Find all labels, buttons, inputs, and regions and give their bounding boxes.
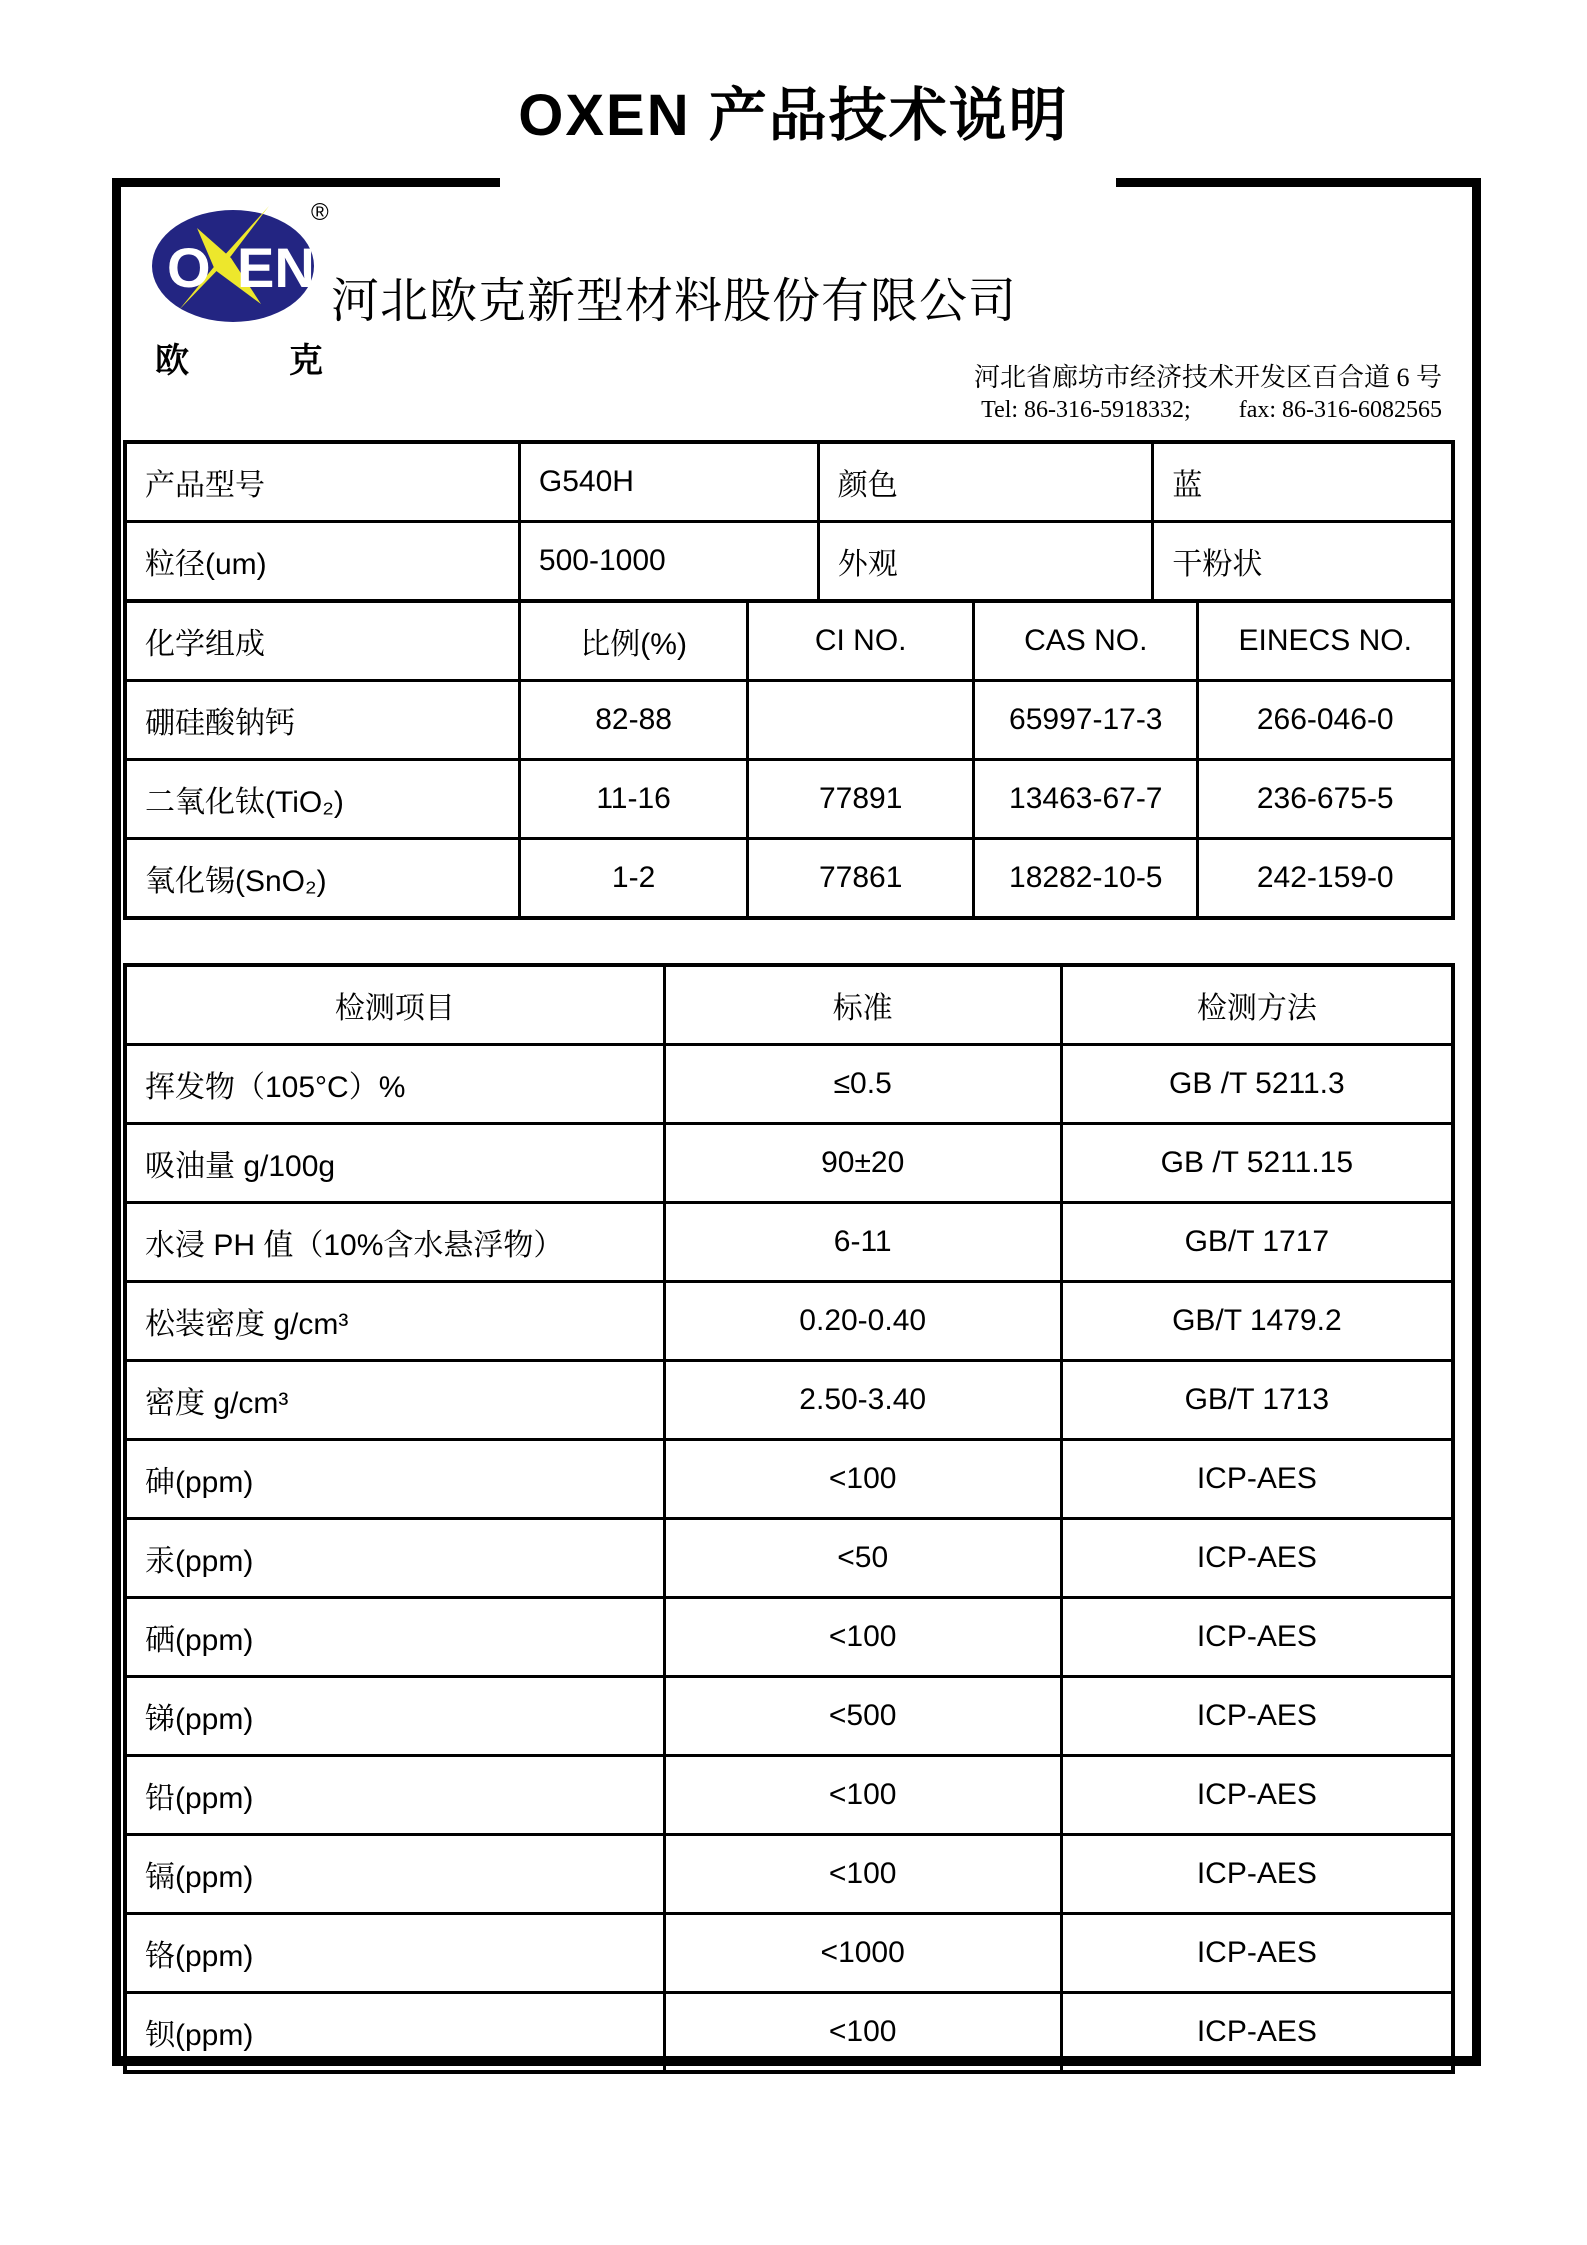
logo-chinese-name (155, 333, 323, 382)
column-header: 检测项目 (125, 965, 664, 1045)
company-fax: fax: 86-316-6082565 (1238, 396, 1442, 423)
frame-top-line-right (1116, 178, 1472, 187)
column-header: 比例(%) (519, 601, 747, 681)
company-address-block (974, 362, 1442, 425)
table-row (125, 1993, 1453, 2073)
test-method-value: GB/T 1713 (1061, 1361, 1453, 1440)
test-method-value: GB/T 1479.2 (1061, 1282, 1453, 1361)
test-item-name: 砷(ppm) (125, 1440, 664, 1519)
table-header-row (125, 601, 1453, 681)
test-item-name: 水浸 PH 值（10%含水悬浮物） (125, 1203, 664, 1282)
ci-no-value: 77891 (748, 760, 974, 839)
field-value: G540H (519, 442, 818, 522)
test-table-wrap (123, 963, 1455, 2074)
table-row (125, 1835, 1453, 1914)
table-row (125, 1677, 1453, 1756)
page-title: OXEN 产品技术说明 (518, 83, 1069, 148)
svg-text:EN: EN (237, 236, 315, 299)
field-label: 颜色 (818, 442, 1153, 522)
frame-top-line-left (121, 178, 500, 187)
test-standard-value: ≤0.5 (664, 1045, 1061, 1124)
table-row (125, 1440, 1453, 1519)
test-standard-value: 0.20-0.40 (664, 1282, 1061, 1361)
field-value: 蓝 (1153, 442, 1453, 522)
test-item-name: 镉(ppm) (125, 1835, 664, 1914)
test-standard-value: <1000 (664, 1914, 1061, 1993)
column-header: 化学组成 (125, 601, 519, 681)
ci-no-value (748, 681, 974, 760)
table-row (125, 681, 1453, 760)
test-standard-value: 2.50-3.40 (664, 1361, 1061, 1440)
column-header: CAS NO. (974, 601, 1198, 681)
test-method-value: GB /T 5211.15 (1061, 1124, 1453, 1203)
test-item-name: 钡(ppm) (125, 1993, 664, 2073)
test-standard-value: <100 (664, 1835, 1061, 1914)
company-name: 河北欧克新型材料股份有限公司 (331, 275, 1018, 328)
oxen-logo-icon (149, 198, 334, 324)
composition-table (123, 599, 1455, 920)
test-item-name: 松装密度 g/cm³ (125, 1282, 664, 1361)
test-item-name: 铅(ppm) (125, 1756, 664, 1835)
field-label: 粒径(um) (125, 522, 519, 602)
field-label: 外观 (818, 522, 1153, 602)
test-item-name: 汞(ppm) (125, 1519, 664, 1598)
test-method-value: GB/T 1717 (1061, 1203, 1453, 1282)
test-standard-value: <100 (664, 1598, 1061, 1677)
svg-text:®: ® (311, 199, 329, 226)
test-standard-value: <500 (664, 1677, 1061, 1756)
table-row (125, 522, 1453, 602)
column-header: EINECS NO. (1198, 601, 1453, 681)
column-header: CI NO. (748, 601, 974, 681)
test-method-value: ICP-AES (1061, 1677, 1453, 1756)
test-item-name: 挥发物（105°C）% (125, 1045, 664, 1124)
component-name: 氧化锡(SnO₂) (125, 839, 519, 919)
field-value: 500-1000 (519, 522, 818, 602)
ratio-value: 82-88 (519, 681, 747, 760)
table-header-row (125, 965, 1453, 1045)
test-item-name: 硒(ppm) (125, 1598, 664, 1677)
table-row (125, 1203, 1453, 1282)
test-standard-value: <100 (664, 1440, 1061, 1519)
table-row (125, 1519, 1453, 1598)
table-row (125, 442, 1453, 522)
component-name: 硼硅酸钠钙 (125, 681, 519, 760)
einecs-value: 242-159-0 (1198, 839, 1453, 919)
company-address: 河北省廊坊市经济技术开发区百合道 6 号 (973, 363, 1442, 392)
test-item-name: 密度 g/cm³ (125, 1361, 664, 1440)
company-tel: Tel: 86-316-5918332; (981, 396, 1191, 423)
test-standard-value: 90±20 (664, 1124, 1061, 1203)
test-method-value: GB /T 5211.3 (1061, 1045, 1453, 1124)
test-table (123, 963, 1455, 2074)
test-method-value: ICP-AES (1061, 1914, 1453, 1993)
table-row (125, 1756, 1453, 1835)
logo-cn-char-left: 欧 (155, 342, 189, 380)
einecs-value: 266-046-0 (1198, 681, 1453, 760)
table-row (125, 1598, 1453, 1677)
content-frame (112, 178, 1481, 2066)
test-standard-value: 6-11 (664, 1203, 1061, 1282)
column-header: 标准 (664, 965, 1061, 1045)
ratio-value: 1-2 (519, 839, 747, 919)
test-method-value: ICP-AES (1061, 1993, 1453, 2073)
table-row (125, 1361, 1453, 1440)
column-header: 检测方法 (1061, 965, 1453, 1045)
company-logo (149, 198, 334, 382)
test-method-value: ICP-AES (1061, 1519, 1453, 1598)
test-item-name: 铬(ppm) (125, 1914, 664, 1993)
test-method-value: ICP-AES (1061, 1835, 1453, 1914)
cas-no-value: 18282-10-5 (974, 839, 1198, 919)
product-info-table (123, 440, 1455, 603)
component-name: 二氧化钛(TiO₂) (125, 760, 519, 839)
cas-no-value: 65997-17-3 (974, 681, 1198, 760)
table-row (125, 1914, 1453, 1993)
cas-no-value: 13463-67-7 (974, 760, 1198, 839)
field-label: 产品型号 (125, 442, 519, 522)
ci-no-value: 77861 (748, 839, 974, 919)
field-value: 干粉状 (1153, 522, 1453, 602)
table-row (125, 1282, 1453, 1361)
test-method-value: ICP-AES (1061, 1756, 1453, 1835)
table-row (125, 1045, 1453, 1124)
test-item-name: 锑(ppm) (125, 1677, 664, 1756)
test-standard-value: <100 (664, 1756, 1061, 1835)
table-row (125, 1124, 1453, 1203)
test-standard-value: <50 (664, 1519, 1061, 1598)
test-method-value: ICP-AES (1061, 1598, 1453, 1677)
test-item-name: 吸油量 g/100g (125, 1124, 664, 1203)
logo-cn-char-right: 克 (289, 342, 323, 380)
product-spec-table (123, 440, 1455, 920)
table-row (125, 839, 1453, 919)
ratio-value: 11-16 (519, 760, 747, 839)
svg-text:O: O (167, 236, 211, 299)
table-row (125, 760, 1453, 839)
test-method-value: ICP-AES (1061, 1440, 1453, 1519)
company-contact (974, 395, 1442, 425)
einecs-value: 236-675-5 (1198, 760, 1453, 839)
test-standard-value: <100 (664, 1993, 1061, 2073)
